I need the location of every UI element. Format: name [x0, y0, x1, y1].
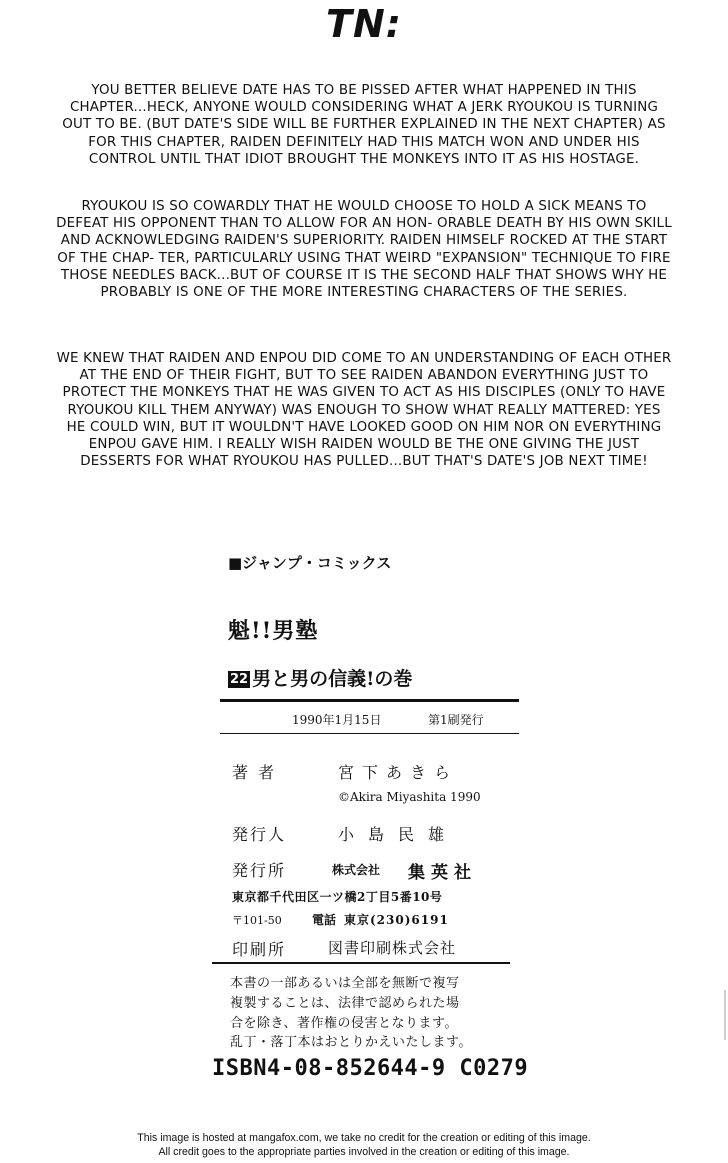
- publisher-office-label: 発行所: [232, 861, 287, 880]
- tn-paragraph: RYOUKOU IS SO COWARDLY THAT HE WOULD CHOOSE TO HOLD A SICK MEANS TO DEFEAT HIS OPPONENT THAN TO ALLOW FOR AN HON- ORABLE DEATH BY HIS OWN SKILL AND ACKNOWLEDGING RAIDEN'S SUPERIORITY. RAIDEN HIMSELF ROCKED AT THE START OF THE CHAP- TER, PARTICULARLY USING THAT WEIRD "EXPANSION" TECHNIQUE TO FIRE THOSE NEEDLES BACK...BUT OF COURSE IT IS THE SECOND HALF THAT SHOWS WHY HE PROBABLY IS ONE OF THE MORE INTERESTING CHARACTERS OF THE SERIES.: [56, 199, 672, 301]
- divider-rule: [220, 699, 519, 702]
- author-label: 著者: [232, 763, 285, 782]
- copyright-notice-line: 本書の一部あるいは全部を無断で複写: [230, 976, 460, 991]
- volume-number-badge: 22: [230, 672, 249, 687]
- edition-label: 第1刷発行: [428, 713, 484, 727]
- isbn-code: ISBN4-08-852644-9 C0279: [212, 1056, 529, 1081]
- phone-label: 電話: [312, 913, 337, 927]
- tn-title: TN:: [326, 2, 402, 46]
- hosting-disclaimer: This image is hosted at mangafox.com, we take no credit for the creation or editing of this image.: [137, 1132, 591, 1144]
- tn-paragraph: YOU BETTER BELIEVE DATE HAS TO BE PISSED AFTER WHAT HAPPENED IN THIS CHAPTER...HECK, ANYONE WOULD CONSIDERING WHAT A JERK RYOUKOU IS TURNING OUT TO BE. (BUT DATE'S SIDE WILL BE FURTHER EXPLAINED IN THE NEXT CHAPTER) AS FOR THIS CHAPTER, RAIDEN DEFINITELY HAD THIS MATCH WON AND UNDER HIS CONTROL UNTIL THAT IDIOT BROUGHT THE MONKEYS INTO IT AS HIS HOSTAGE.: [62, 83, 666, 167]
- publisher-person-label: 発行人: [232, 825, 287, 844]
- company-address: 東京都千代田区一ツ橋2丁目5番10号: [232, 890, 443, 904]
- scan-artifact: [724, 990, 726, 1040]
- printer-label: 印刷所: [232, 940, 287, 959]
- volume-title-row: [228, 664, 412, 691]
- copyright-notice-line: 合を除き、著作権の侵害となります。: [230, 1016, 458, 1031]
- company-type: 株式会社: [332, 863, 381, 877]
- copyright-notice-line: 複製することは、法律で認められた場: [230, 996, 460, 1011]
- company-name: 集英社: [408, 863, 477, 883]
- tn-paragraph: WE KNEW THAT RAIDEN AND ENPOU DID COME TO AN UNDERSTANDING OF EACH OTHER AT THE END OF THEIR FIGHT, BUT TO SEE RAIDEN ABANDON EVERYTHING JUST TO PROTECT THE MONKEYS THAT HE WAS GIVEN TO ACT AS HIS DISCIPLES (ONLY TO HAVE RYOUKOU KILL THEM ANYWAY) WAS ENOUGH TO SHOW WHAT REALLY MATTERED: YES HE COULD WIN, BUT IT WOULDN'T HAVE LOOKED GOOD ON HIM NOR ON EVERYTHING ENPOU GAVE HIM. I REALLY WISH RAIDEN WOULD BE THE ONE GIVING THE JUST DESSERTS FOR WHAT RYOUKOU HAS PULLED...BUT THAT'S DATE'S JOB NEXT TIME!: [56, 351, 672, 470]
- publisher-person: 小島民雄: [338, 825, 459, 844]
- copyright-line: ©Akira Miyashita 1990: [338, 790, 481, 804]
- volume-title: 男と男の信義!の巻: [252, 668, 413, 690]
- book-title: 魁!!男塾: [228, 618, 319, 644]
- divider-rule: [212, 962, 510, 964]
- copyright-notice-line: 乱丁・落丁本はおとりかえいたします。: [230, 1035, 472, 1050]
- postal-code: 〒101-50: [232, 914, 282, 927]
- credit-disclaimer: All credit goes to the appropriate parties involved in the creation or editing of this image.: [158, 1146, 570, 1158]
- printer-name: 図書印刷株式会社: [328, 939, 457, 957]
- publication-date: 1990年1月15日: [292, 713, 382, 727]
- phone-number: 東京(230)6191: [344, 913, 449, 927]
- divider-rule: [220, 733, 519, 734]
- author-name: 宮下あきら: [338, 763, 459, 782]
- series-label: ■ジャンプ・コミックス: [228, 554, 392, 572]
